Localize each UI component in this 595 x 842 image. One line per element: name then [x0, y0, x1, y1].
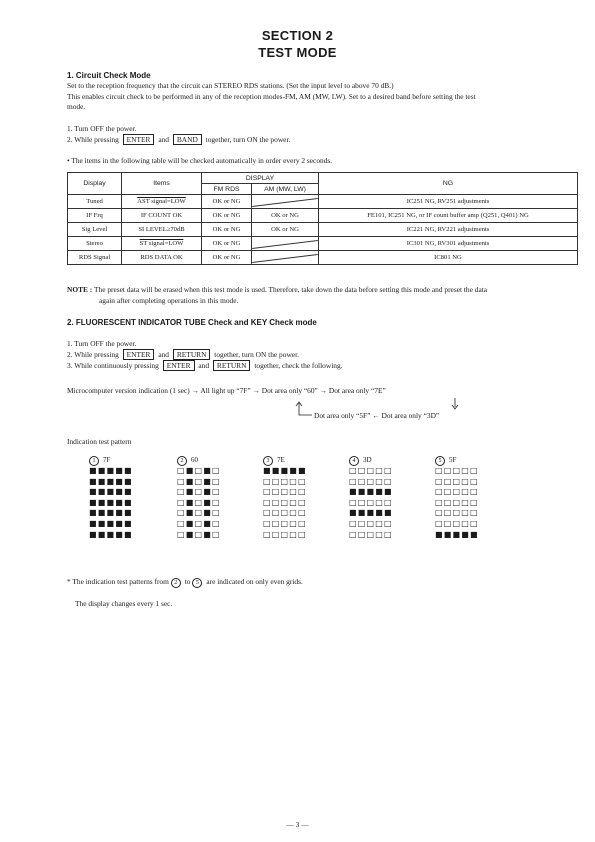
cell-am: OK or NG — [252, 209, 319, 223]
grid-row: ■■■■■ — [89, 497, 133, 507]
grid-row: ■■■■■ — [89, 518, 133, 528]
cell-items: RDS DATA OK — [122, 251, 202, 265]
grid-row: ■■■■■ — [89, 529, 133, 539]
step-2-text: 2. While pressing — [67, 135, 119, 144]
page-number: — 3 — — [286, 820, 309, 829]
header-ng: NG — [319, 173, 578, 195]
grid-row: □□□□□ — [349, 476, 393, 486]
cell-display: IF Frq — [68, 209, 122, 223]
cell-fm: OK or NG — [202, 209, 252, 223]
grid-row: □□□□□ — [349, 518, 393, 528]
cell-ng: IC801 NG — [319, 251, 578, 265]
header-display: Display — [68, 173, 122, 195]
cell-ng: IC251 NG, RV251 adjustments — [319, 195, 578, 209]
footnote-number: 5 — [192, 578, 202, 588]
section-number: SECTION 2 — [261, 28, 334, 43]
pattern-7e — [263, 456, 307, 540]
table-row — [68, 223, 578, 237]
grid-row: □■□■□ — [177, 476, 221, 486]
grid-row: □□□□□ — [349, 466, 393, 475]
cell-items: ST signal=LOW — [122, 237, 202, 251]
step-2-and: and — [158, 135, 169, 144]
pattern-3d — [349, 456, 393, 540]
cell-ng: IC301 NG, RV301 adjustments — [319, 237, 578, 251]
grid-row: ■■■■■ — [89, 466, 133, 475]
return-key-label: RETURN — [213, 360, 251, 371]
band-key-label: BAND — [173, 134, 202, 145]
display-sequence-line-2: Dot area only “5F” ← Dot area only “3D” — [314, 411, 440, 420]
pattern-number: 1 — [89, 456, 99, 466]
header-fm-rds: FM RDS — [202, 184, 252, 195]
step-1: 1. Turn OFF the power. — [67, 124, 137, 133]
s2-step-2-and: and — [158, 350, 169, 359]
grid-row: ■■■■■ — [435, 529, 479, 539]
note — [67, 285, 587, 296]
grid-row: □□□□□ — [435, 518, 479, 528]
cell-am-na — [252, 251, 319, 265]
footnote-1-tail: are indicated on only even grids. — [206, 577, 303, 586]
cell-fm: OK or NG — [202, 237, 252, 251]
cell-ng: FE101, IC251 NG, or IF count buffer amp (Q251, Q401) NG — [319, 209, 578, 223]
table-row — [68, 237, 578, 251]
note-label: NOTE : — [67, 285, 93, 294]
pattern-number: 5 — [435, 456, 445, 466]
header-am: AM (MW, LW) — [252, 184, 319, 195]
cell-am-na — [252, 195, 319, 209]
s2-step-2-text: 2. While pressing — [67, 350, 119, 359]
pattern-5f — [435, 456, 479, 540]
table-row — [68, 251, 578, 265]
s2-step-3 — [67, 361, 343, 372]
intro-line-1: Set to the reception frequency that the circuit can STEREO RDS stations. (Set the input level to above 70 dB.) — [67, 81, 394, 90]
cell-items: IF COUNT OK — [122, 209, 202, 223]
intro-line-3: mode. — [67, 102, 86, 111]
pattern-code: 60 — [191, 456, 198, 464]
intro-line-2: This enables circuit check to be performed in any of the reception modes-FM, AM (MW, LW). Set to a desired band before setting the test — [67, 91, 476, 101]
s2-step-2-tail: together, turn ON the power. — [214, 350, 299, 359]
cell-ng: IC221 NG, RV221 adjustments — [319, 223, 578, 237]
return-key-label: RETURN — [173, 349, 211, 360]
footnote-1 — [67, 577, 303, 588]
display-sequence-line-1: Microcomputer version indication (1 sec) → All light up “7F” → Dot area only “60” → Dot area only “7E” — [67, 386, 386, 395]
grid-row: □□□□□ — [263, 476, 307, 486]
grid-row: □□□□□ — [435, 466, 479, 475]
circuit-check-heading: 1. Circuit Check Mode — [67, 71, 151, 80]
page-title: TEST MODE — [258, 45, 337, 60]
s2-step-1: 1. Turn OFF the power. — [67, 339, 137, 348]
pattern-7f — [89, 456, 133, 540]
cell-am-na — [252, 237, 319, 251]
cell-fm: OK or NG — [202, 195, 252, 209]
grid-row: □□□□□ — [435, 508, 479, 518]
grid-row: □■□■□ — [177, 518, 221, 528]
cell-display: Sig Level — [68, 223, 122, 237]
pattern-code: 7F — [103, 456, 111, 464]
footnote-2: The display changes every 1 sec. — [75, 599, 173, 608]
cell-items: AST signal=LOW — [122, 195, 202, 209]
pattern-number: 4 — [349, 456, 359, 466]
cell-display: Stereo — [68, 237, 122, 251]
cell-am: OK or NG — [252, 223, 319, 237]
grid-row: □■□■□ — [177, 529, 221, 539]
grid-row: □□□□□ — [263, 508, 307, 518]
cell-items: SI LEVEL≥70dB — [122, 223, 202, 237]
grid-row: ■■■■■ — [89, 487, 133, 497]
note-line-1: The preset data will be erased when this test mode is used. Therefore, take down the data before setting this mode and preset the data — [93, 285, 488, 294]
grid-row: □■□■□ — [177, 497, 221, 507]
table-row — [68, 209, 578, 223]
pattern-60 — [177, 456, 221, 540]
grid-row: □□□□□ — [349, 497, 393, 507]
s2-step-3-tail: together, check the following. — [254, 361, 343, 370]
header-display-group: DISPLAY — [202, 173, 319, 184]
cell-display: Tuned — [68, 195, 122, 209]
s2-step-3-and: and — [198, 361, 210, 370]
circuit-check-intro — [67, 81, 587, 113]
step-2 — [67, 135, 290, 146]
grid-row: □□□□□ — [263, 518, 307, 528]
grid-row: ■■■■■ — [89, 508, 133, 518]
enter-key-label: ENTER — [163, 360, 195, 371]
grid-row: □□□□□ — [435, 476, 479, 486]
grid-row: ■■■■■ — [349, 487, 393, 497]
cell-display: RDS Signal — [68, 251, 122, 265]
cell-fm: OK or NG — [202, 251, 252, 265]
pattern-code: 5F — [449, 456, 457, 464]
grid-row: ■■■■■ — [263, 466, 307, 475]
circuit-check-table — [67, 172, 578, 265]
grid-row: ■■■■■ — [349, 508, 393, 518]
grid-row: □□□□□ — [349, 529, 393, 539]
grid-row: □■□■□ — [177, 487, 221, 497]
footnote-number: 2 — [171, 578, 181, 588]
grid-row: □□□□□ — [263, 487, 307, 497]
note-line-2: again after completing operations in this mode. — [99, 296, 239, 305]
table-row — [68, 195, 578, 209]
grid-row: ■■■■■ — [89, 476, 133, 486]
pattern-code: 7E — [277, 456, 285, 464]
footnote-1-to: to — [184, 577, 191, 586]
pattern-number: 2 — [177, 456, 187, 466]
grid-row: □□□□□ — [435, 487, 479, 497]
grid-row: □□□□□ — [435, 497, 479, 507]
pattern-number: 3 — [263, 456, 273, 466]
enter-key-label: ENTER — [123, 349, 155, 360]
grid-row: □□□□□ — [263, 497, 307, 507]
fl-tube-check-heading: 2. FLUORESCENT INDICATOR TUBE Check and KEY Check mode — [67, 318, 317, 327]
s2-step-3-text: 3. While continuously pressing — [67, 361, 159, 370]
header-items: Items — [122, 173, 202, 195]
pattern-code: 3D — [363, 456, 372, 464]
s2-step-2 — [67, 350, 299, 361]
table-intro-bullet: • The items in the following table will be checked automatically in order every 2 seconds. — [67, 156, 333, 165]
enter-key-label: ENTER — [123, 134, 155, 145]
grid-row: □■□■□ — [177, 508, 221, 518]
footnote-1-text: * The indication test patterns from — [67, 577, 169, 586]
cell-fm: OK or NG — [202, 223, 252, 237]
step-2-tail: together, turn ON the power. — [205, 135, 291, 144]
grid-row: □■□■□ — [177, 466, 221, 475]
pattern-title: Indication test pattern — [67, 437, 132, 446]
grid-row: □□□□□ — [263, 529, 307, 539]
